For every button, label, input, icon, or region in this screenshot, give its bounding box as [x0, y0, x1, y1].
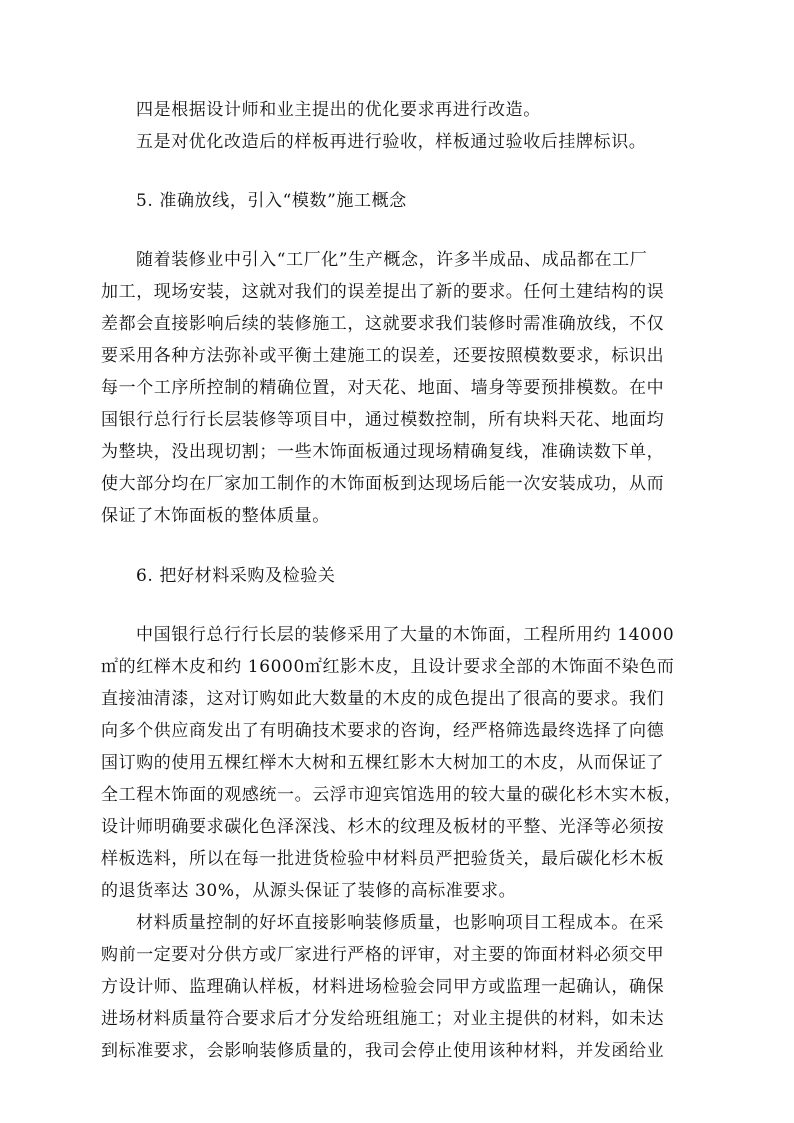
paragraph-line: 直接油清漆，这对订购如此大数量的木皮的成色提出了很高的要求。我们 [101, 689, 665, 709]
paragraph-line: 的退货率达 30%，从源头保证了装修的高标准要求。 [101, 881, 517, 901]
paragraph-line: 向多个供应商发出了有明确技术要求的咨询，经严格筛选最终选择了向德 [101, 721, 665, 741]
paragraph-line: 进场材料质量符合要求后才分发给班组施工；对业主提供的材料，如未达 [101, 1009, 665, 1029]
paragraph-line: 使大部分均在厂家加工制作的木饰面板到达现场后能一次安装成功，从而 [101, 474, 665, 494]
paragraph-line: 五是对优化改造后的样板再进行验收，样板通过验收后挂牌标识。 [136, 132, 647, 152]
section-heading: 6. 把好材料采购及检验关 [136, 566, 336, 586]
paragraph-line: 每一个工序所控制的精确位置，对天花、地面、墙身等要预排模数。在中 [101, 378, 665, 398]
paragraph-line: ㎡的红榉木皮和约 16000㎡红影木皮，且设计要求全部的木饰面不染色而 [101, 657, 675, 677]
paragraph-line: 四是根据设计师和业主提出的优化要求再进行改造。 [136, 100, 541, 120]
paragraph-line: 保证了木饰面板的整体质量。 [101, 506, 330, 526]
paragraph-line: 要采用各种方法弥补或平衡土建施工的误差，还要按照模数要求，标识出 [101, 346, 665, 366]
paragraph-line: 加工，现场安装，这就对我们的误差提出了新的要求。任何土建结构的误 [101, 282, 665, 302]
paragraph-line: 中国银行总行行长层的装修采用了大量的木饰面，工程所用约 14000 [136, 625, 675, 645]
paragraph-line: 为整块，没出现切割；一些木饰面板通过现场精确复线，准确读数下单， [101, 442, 665, 462]
section-heading: 5. 准确放线，引入“模数”施工概念 [136, 191, 407, 211]
paragraph-line: 方设计师、监理确认样板，材料进场检验会同甲方或监理一起确认，确保 [101, 977, 665, 997]
paragraph-line: 国订购的使用五棵红榉木大树和五棵红影木大树加工的木皮，从而保证了 [101, 753, 665, 773]
paragraph-line: 差都会直接影响后续的装修施工，这就要求我们装修时需准确放线，不仅 [101, 314, 665, 334]
paragraph-line: 购前一定要对分供方或厂家进行严格的评审，对主要的饰面材料必须交甲 [101, 945, 665, 965]
paragraph-line: 随着装修业中引入“工厂化”生产概念，许多半成品、成品都在工厂 [136, 250, 648, 270]
paragraph-line: 全工程木饰面的观感统一。云浮市迎宾馆选用的较大量的碳化杉木实木板， [101, 785, 682, 805]
paragraph-line: 设计师明确要求碳化色泽深浅、杉木的纹理及板材的平整、光泽等必须按 [101, 817, 665, 837]
paragraph-line: 样板选料，所以在每一批进货检验中材料员严把验货关，最后碳化杉木板 [101, 849, 665, 869]
paragraph-line: 到标准要求，会影响装修质量的，我司会停止使用该种材料，并发函给业 [101, 1041, 665, 1061]
paragraph-line: 国银行总行行长层装修等项目中，通过模数控制，所有块料天花、地面均 [101, 410, 665, 430]
paragraph-line: 材料质量控制的好坏直接影响装修质量，也影响项目工程成本。在采 [136, 913, 664, 933]
